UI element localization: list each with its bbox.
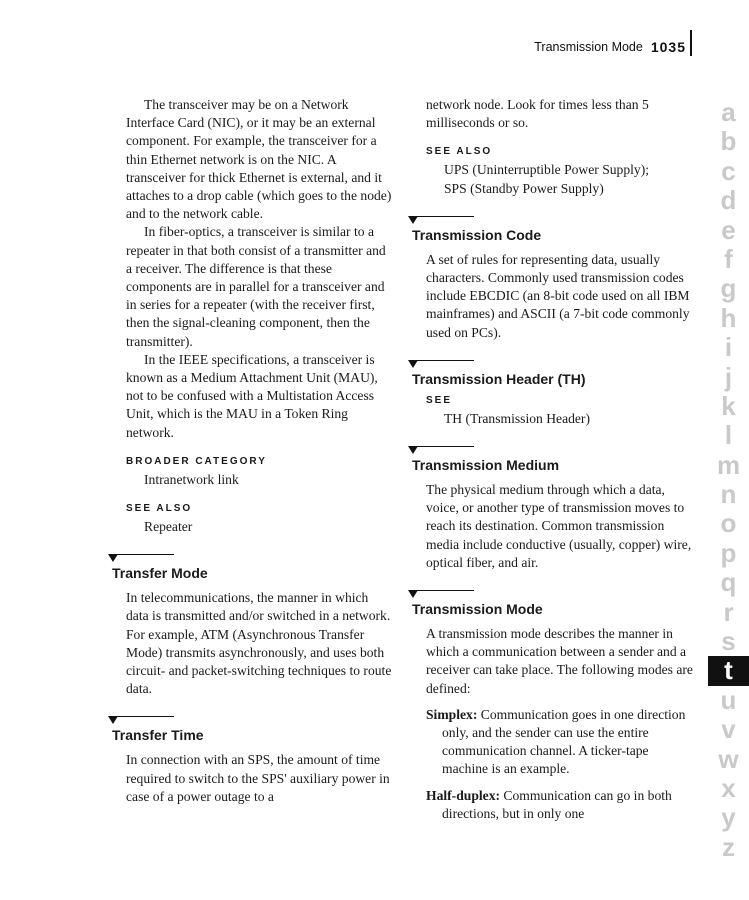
thumb-letter-h[interactable]: h xyxy=(720,302,737,333)
entry-transmission-medium xyxy=(412,444,697,572)
entry-text: A set of rules for representing data, usually characters. Commonly used transmission codes include EBCDIC (an 8-bit code used on all IBM mainframes) and ASCII (a 7-bit code commonly used on PCs). xyxy=(426,251,690,340)
thumb-letter-r[interactable]: r xyxy=(723,596,734,627)
paragraph: In the IEEE specifications, a transceiver is known as a Medium Attachment Unit (MAU), not to be confused with a Multistation Access Unit, which is the MAU in a Token Ring network. xyxy=(126,351,378,440)
thumb-letter-k[interactable]: k xyxy=(721,390,736,421)
definition-term: Simplex: xyxy=(426,706,478,722)
entry-transfer-time xyxy=(112,714,392,806)
paragraph: In fiber-optics, a transceiver is similar to a repeater in that both consist of a transmitter and a receiver. The difference is that these components are in parallel for a transceiver and in series for a repeater (with the receiver first, then the signal-cleaning component, then the transmitter). xyxy=(126,224,386,349)
thumb-letter-u[interactable]: u xyxy=(720,684,737,715)
entry-marker xyxy=(408,444,697,454)
see-also-label: SEE ALSO xyxy=(426,146,493,158)
definition-text: Communication can go in both directions, but in only one xyxy=(442,787,672,821)
entry-transmission-code xyxy=(412,214,697,342)
running-title: Transmission Mode xyxy=(534,40,643,54)
entry-marker xyxy=(108,714,392,724)
broader-category-label: BROADER CATEGORY xyxy=(126,455,267,467)
triangle-marker-icon xyxy=(408,216,418,224)
left-column xyxy=(112,96,392,806)
entry-marker xyxy=(408,214,697,224)
thumb-letter-q[interactable]: q xyxy=(720,567,737,598)
see-item: TH (Transmission Header) xyxy=(444,410,590,426)
entry-title: Transmission Header (TH) xyxy=(412,370,586,387)
thumb-letter-f[interactable]: f xyxy=(724,243,733,274)
thumb-letter-j[interactable]: j xyxy=(724,361,733,392)
thumb-letter-g[interactable]: g xyxy=(720,273,737,304)
thumb-index xyxy=(708,98,749,862)
triangle-marker-icon xyxy=(108,554,118,562)
entry-title: Transfer Time xyxy=(112,727,204,744)
right-column xyxy=(412,96,697,823)
paragraph: The transceiver may be on a Network Interface Card (NIC), or it may be an external component. For example, the transceiver for a thin Ethernet network is on the NIC. A transceiver for thick Ethernet is external, and it attaches to a drop cable (which goes to the node) and to the network cable. xyxy=(126,97,392,222)
entry-text: In telecommunications, the manner in which data is transmitted and/or switched in a network. For example, ATM (Asynchronous Transfer Mode) transmits asynchronously, and uses both circuit- and packet-switching techniques to route data. xyxy=(126,590,392,697)
thumb-letter-i[interactable]: i xyxy=(724,332,733,363)
see-label: SEE xyxy=(426,394,453,406)
entry-transfer-mode xyxy=(112,552,392,698)
entry-text: A transmission mode describes the manner in which a communication between a sender and a receiver can take place. The following modes are defined: xyxy=(426,626,693,696)
entry-marker xyxy=(408,358,697,368)
thumb-letter-o[interactable]: o xyxy=(720,508,737,539)
header-rule xyxy=(690,30,692,56)
entry-text: The physical medium through which a data, voice, or another type of transmission moves to reach its destination. Common transmission media include conductive (usually, copper) wire, optical fiber, and air. xyxy=(426,482,692,570)
thumb-letter-t[interactable]: t xyxy=(708,656,749,685)
continuation-text: network node. Look for times less than 5 milliseconds or so. xyxy=(426,97,649,131)
triangle-marker-icon xyxy=(408,590,418,598)
entry-transmission-mode xyxy=(412,588,697,823)
triangle-marker-icon xyxy=(408,360,418,368)
thumb-letter-l[interactable]: l xyxy=(724,420,733,451)
entry-transmission-header xyxy=(412,358,697,428)
thumb-letter-y[interactable]: y xyxy=(721,802,736,833)
triangle-marker-icon xyxy=(108,716,118,724)
page-header xyxy=(420,36,690,58)
entry-marker xyxy=(108,552,392,562)
thumb-letter-m[interactable]: m xyxy=(716,449,741,480)
thumb-letter-d[interactable]: d xyxy=(720,185,737,216)
see-also-item: Repeater xyxy=(144,519,193,535)
entry-title: Transmission Mode xyxy=(412,601,543,618)
thumb-letter-b[interactable]: b xyxy=(720,126,737,157)
entry-title: Transmission Medium xyxy=(412,457,560,474)
thumb-letter-x[interactable]: x xyxy=(721,772,736,803)
definition-text: Communication goes in one direction only, and the sender can use the entire communication channel. A ticker-tape machine is an example. xyxy=(442,706,686,777)
thumb-letter-a[interactable]: a xyxy=(721,97,736,127)
definition-simplex xyxy=(426,706,697,779)
entry-text: In connection with an SPS, the amount of time required to switch to the SPS' auxiliary power in case of a power outage to a xyxy=(126,752,390,804)
thumb-letter-n[interactable]: n xyxy=(720,479,737,510)
entry-marker xyxy=(408,588,697,598)
thumb-letter-c[interactable]: c xyxy=(721,155,736,186)
entry-title: Transmission Code xyxy=(412,226,542,243)
see-also-item: SPS (Standby Power Supply) xyxy=(444,180,604,196)
page-number: 1035 xyxy=(650,39,686,55)
thumb-letter-z[interactable]: z xyxy=(722,831,735,862)
broader-category-item: Intranetwork link xyxy=(144,471,239,487)
thumb-letter-v[interactable]: v xyxy=(721,714,736,745)
entry-title: Transfer Mode xyxy=(112,565,208,582)
triangle-marker-icon xyxy=(408,446,418,454)
definition-half-duplex xyxy=(426,787,697,823)
definition-term: Half-duplex: xyxy=(426,787,501,803)
see-also-label: SEE ALSO xyxy=(126,503,193,515)
thumb-letter-e[interactable]: e xyxy=(721,214,736,245)
thumb-letter-w[interactable]: w xyxy=(718,743,739,774)
see-also-item: UPS (Uninterruptible Power Supply); xyxy=(444,162,650,178)
thumb-letter-p[interactable]: p xyxy=(720,537,737,568)
thumb-letter-s[interactable]: s xyxy=(721,626,736,657)
